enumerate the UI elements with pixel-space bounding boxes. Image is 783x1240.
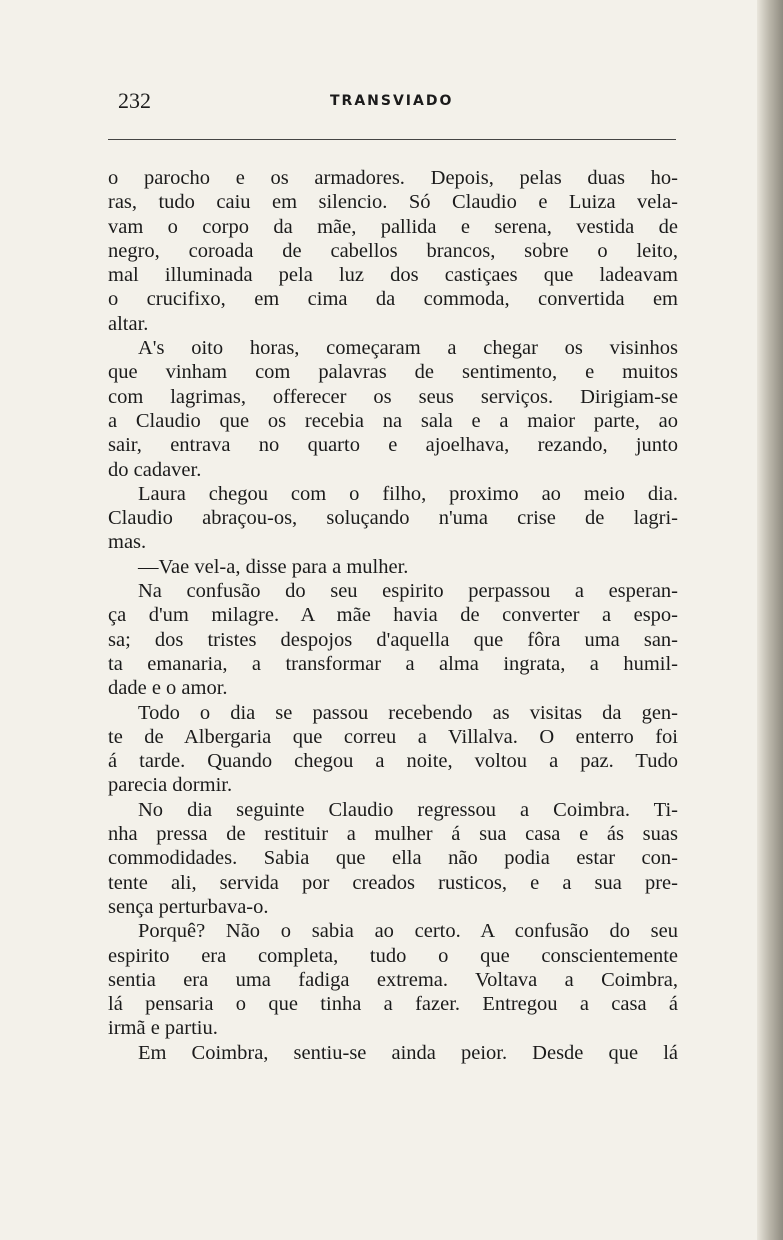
- running-title: TRANSVIADO: [330, 93, 454, 109]
- text-line: Claudio abraçou-os, soluçando n'uma crise de lagri-: [108, 507, 678, 530]
- text-line: sentia era uma fadiga extrema. Voltava a Coimbra,: [108, 968, 678, 991]
- page-edge-shadow: [757, 0, 783, 1240]
- text-line: espirito era completa, tudo o que conscientemente: [108, 944, 678, 967]
- text-line: altar.: [108, 312, 149, 335]
- text-line: ras, tudo caiu em silencio. Só Claudio e Luiza vela-: [108, 191, 678, 214]
- text-line: mal illuminada pela luz dos castiçaes que ladeavam: [108, 264, 678, 287]
- text-line: dade e o amor.: [108, 677, 228, 700]
- page-header: [118, 88, 674, 118]
- header-rule: [108, 139, 676, 140]
- text-line: Todo o dia se passou recebendo as visitas da gen-: [138, 701, 678, 724]
- text-line: do cadaver.: [108, 458, 202, 481]
- page-number: 232: [118, 88, 151, 113]
- text-line: ta emanaria, a transformar a alma ingrata, a humil-: [108, 652, 678, 675]
- text-line: ça d'um milagre. A mãe havia de converter a espo-: [108, 604, 678, 627]
- text-line: sença perturbava-o.: [108, 895, 269, 918]
- text-line: te de Albergaria que correu a Villalva. O enterro foi: [108, 725, 678, 748]
- text-line: tente ali, servida por creados rusticos, e a sua pre-: [108, 871, 678, 894]
- text-line: irmã e partiu.: [108, 1017, 218, 1040]
- text-line: commodidades. Sabia que ella não podia estar con-: [108, 847, 678, 870]
- text-line: Na confusão do seu espirito perpassou a esperan-: [138, 580, 678, 603]
- text-line: que vinham com palavras de sentimento, e muitos: [108, 361, 678, 384]
- text-line: mas.: [108, 531, 147, 554]
- text-line: nha pressa de restituir a mulher á sua casa e ás suas: [108, 823, 678, 846]
- text-line: No dia seguinte Claudio regressou a Coimbra. Ti-: [138, 798, 678, 821]
- text-line: Em Coimbra, sentiu-se ainda peior. Desde que lá: [138, 1041, 678, 1064]
- text-line: Laura chegou com o filho, proximo ao meio dia.: [138, 482, 678, 505]
- text-line: a Claudio que os recebia na sala e a maior parte, ao: [108, 409, 678, 432]
- text-line: o parocho e os armadores. Depois, pelas duas ho-: [108, 167, 678, 189]
- text-line: parecia dormir.: [108, 774, 233, 797]
- text-line: —Vae vel-a, disse para a mulher.: [138, 555, 409, 578]
- text-line: o crucifixo, em cima da commoda, convertida em: [108, 288, 678, 311]
- text-line: A's oito horas, começaram a chegar os visinhos: [138, 337, 678, 360]
- text-line: sair, entrava no quarto e ajoelhava, rezando, junto: [108, 434, 678, 457]
- text-line: com lagrimas, offerecer os seus serviços. Dirigiam-se: [108, 385, 678, 408]
- text-line: lá pensaria o que tinha a fazer. Entregou a casa á: [108, 993, 678, 1016]
- text-line: Porquê? Não o sabia ao certo. A confusão do seu: [138, 920, 678, 943]
- text-line: vam o corpo da mãe, pallida e serena, vestida de: [108, 215, 678, 238]
- text-line: á tarde. Quando chegou a noite, voltou a paz. Tudo: [108, 750, 678, 773]
- body-text: [108, 166, 678, 1065]
- text-line: negro, coroada de cabellos brancos, sobre o leito,: [108, 239, 678, 262]
- text-line: sa; dos tristes despojos d'aquella que fôra uma san-: [108, 628, 678, 651]
